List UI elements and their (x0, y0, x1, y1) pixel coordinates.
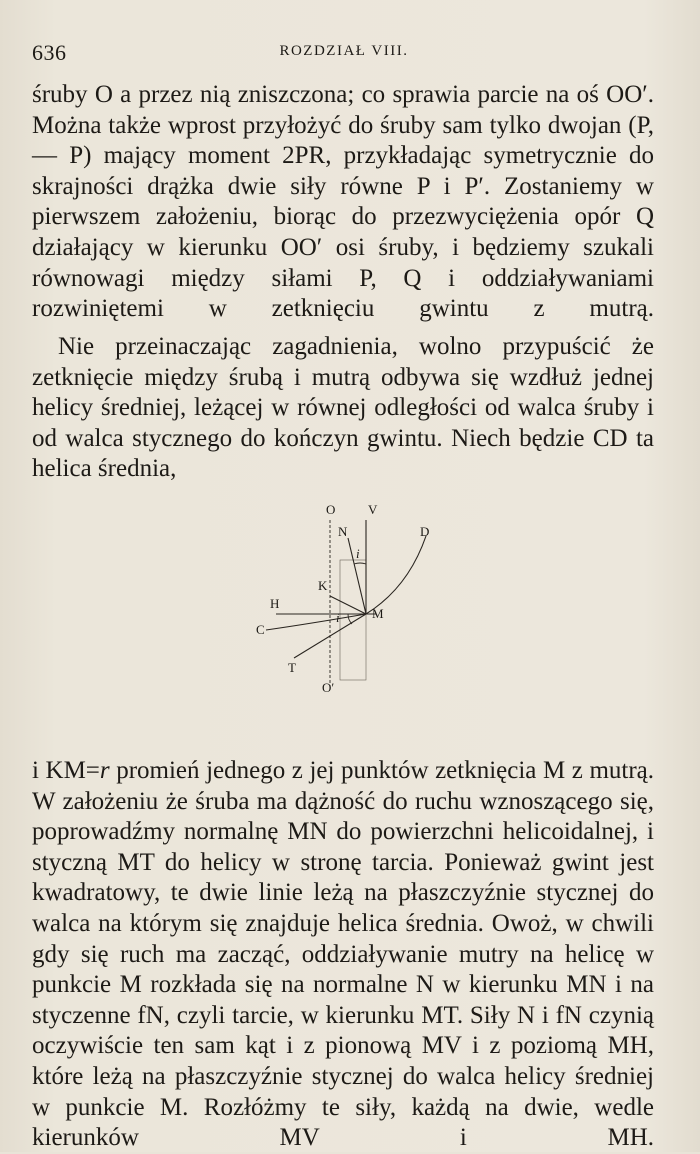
paragraph-3-rest: promień jednego z jej punktów zetknięcia M z mutrą. W założeniu że śruba ma dążność do ruchu wznoszącego się, poprowadźmy normalnę MN do powierzchni helicoidalnej, i styczną MT do helicy w stronę tarcia. Ponieważ gwint jest kwadratowy, te dwie linie leżą na płaszczyźnie stycznej do walca na którym się znajduje helica średnia. Owoż, w chwili gdy się ruch ma zacząć, oddziaływanie mutry na helicę w punkcie M rozkłada się na normalne N w kierunku MN i na styczenne fN, czyli tarcie, w kierunku MT. Siły N i fN czynią oczywiście ten sam kąt i z pionową MV i z poziomą MH, które leżą na płaszczyźnie stycznej do walca helicy średniej w punkcie M. Rozłóżmy te siły, każdą na dwie, wedle kierunków MV i MH. (32, 757, 655, 1152)
helix-cd-curve (266, 536, 426, 630)
text-block-middle (32, 332, 654, 485)
helix-diagram (248, 498, 468, 698)
label-o-prime: O′ (322, 680, 335, 695)
label-h: H (270, 596, 280, 611)
label-n: N (338, 524, 348, 539)
screw-body-outline (340, 560, 366, 680)
text-block-bottom (32, 756, 654, 1154)
page-header (32, 40, 656, 70)
paragraph-3-variable: r (99, 757, 110, 784)
label-k: K (318, 578, 328, 593)
label-v: V (368, 502, 378, 517)
text-block-top (32, 80, 654, 325)
helix-figure (248, 498, 468, 698)
label-c: C (256, 622, 265, 637)
running-head: ROZDZIAŁ VIII. (279, 43, 409, 59)
paragraph-1: śruby O a przez nią zniszczona; co sprawia parcie na oś OO′. Można także wprost przyłożyć do śruby sam tylko dwojan (P, — P) mający moment 2PR, przykładając symetrycznie do skrajności drążka dwie siły równe P i P′. Zostaniemy w pierwszem założeniu, biorąc do przezwyciężenia opór Q działający w kierunku OO′ osi śruby, i będziemy szukali równowagi między siłami P, Q i oddziaływaniami rozwiniętemi w zetknięciu gwintu z mutrą. (32, 81, 654, 323)
paragraph-2: Nie przeinaczając zagadnienia, wolno przypuścić że zetknięcie między śrubą i mutrą odbywa się wzdłuż jednej helicy średniej, leżącej w równej odległości od walca śruby i od walca stycznego do kończyn gwintu. Niech będzie CD ta helica średnia, (32, 333, 654, 483)
label-d: D (420, 524, 430, 539)
label-i-mid: i (336, 610, 340, 625)
label-t: T (288, 660, 296, 675)
angle-arc-top (354, 563, 366, 564)
label-m: M (372, 606, 384, 621)
page-number: 636 (32, 40, 67, 65)
paragraph-3 (32, 756, 654, 1154)
paragraph-3-start: i KM= (32, 757, 100, 784)
label-o: O (326, 502, 336, 517)
label-i-top: i (356, 546, 360, 561)
